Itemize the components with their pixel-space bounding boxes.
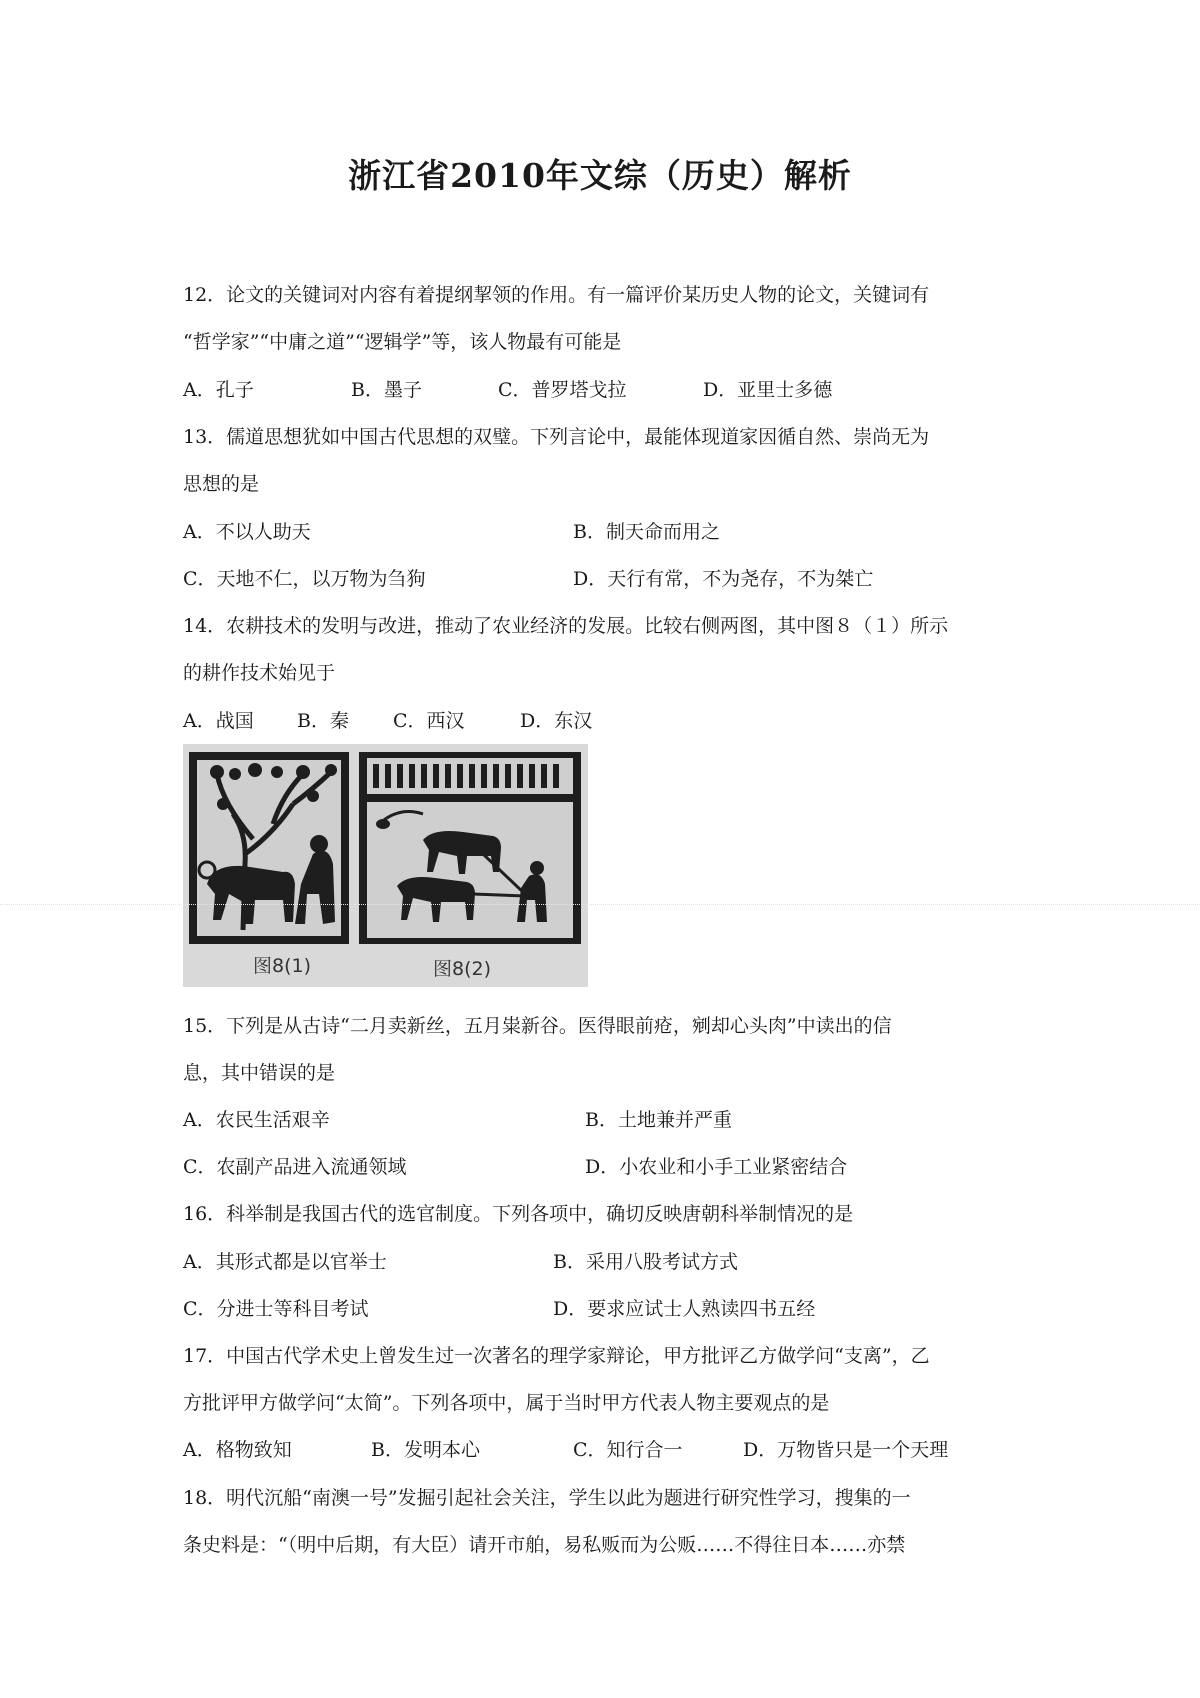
q12-stem-line-2: “哲学家”“中庸之道”“逻辑学”等，该人物最有可能是 <box>183 331 622 353</box>
q15-stem-line-1: 15．下列是从古诗“二月卖新丝，五月粜新谷。医得眼前疮，剜却心头肉”中读出的信 <box>183 1015 892 1037</box>
q12-option-a: A．孔子 <box>183 379 254 401</box>
q15-option-c: C．农副产品进入流通领域 <box>183 1156 407 1178</box>
q14-option-a: A．战国 <box>183 710 254 732</box>
page-fold-line <box>0 904 1200 905</box>
q12-option-b: B．墨子 <box>351 379 422 401</box>
q16-stem-line-1: 16．科举制是我国古代的选官制度。下列各项中，确切反映唐朝科举制情况的是 <box>183 1203 854 1225</box>
q14-option-d: D．东汉 <box>520 710 593 732</box>
q15-stem-line-2: 息，其中错误的是 <box>183 1062 336 1084</box>
q18-stem-line-1: 18．明代沉船“南澳一号”发掘引起社会关注，学生以此为题进行研究性学习，搜集的一 <box>183 1487 911 1509</box>
q18-stem-line-2: 条史料是：“（明中后期，有大臣）请开市舶，易私贩而为公贩……不得往日本……亦禁 <box>183 1534 906 1556</box>
q13-stem-line-1: 13．儒道思想犹如中国古代思想的双璧。下列言论中，最能体现道家因循自然、崇尚无为 <box>183 426 930 448</box>
page-title: 浙江省2010年文综（历史）解析 <box>348 156 852 195</box>
q13-option-a: A．不以人助天 <box>183 521 311 543</box>
q14-stem-line-2: 的耕作技术始见于 <box>183 662 336 684</box>
q12-stem-line-1: 12．论文的关键词对内容有着提纲挈领的作用。有一篇评价某历史人物的论文，关键词有 <box>183 284 930 306</box>
q17-option-c: C．知行合一 <box>573 1439 683 1461</box>
q12-option-d: D．亚里士多德 <box>703 379 833 401</box>
q16-option-c: C．分进士等科目考试 <box>183 1298 369 1320</box>
figure-8-2-caption: 图8(2) <box>433 958 492 980</box>
figure-8-ox-plowing-reliefs <box>183 744 588 987</box>
q12-option-c: C．普罗塔戈拉 <box>498 379 627 401</box>
q14-option-b: B．秦 <box>297 710 349 732</box>
q16-option-d: D．要求应试士人熟读四书五经 <box>553 1298 816 1320</box>
figure-8-1-caption: 图8(1) <box>253 955 312 977</box>
q17-stem-line-1: 17．中国古代学术史上曾发生过一次著名的理学家辩论，甲方批评乙方做学问“支离”，乙 <box>183 1345 930 1367</box>
q15-option-b: B．土地兼并严重 <box>585 1109 732 1131</box>
q17-stem-line-2: 方批评甲方做学问“太简”。下列各项中，属于当时甲方代表人物主要观点的是 <box>183 1392 830 1414</box>
q17-option-b: B．发明本心 <box>371 1439 480 1461</box>
q13-option-b: B．制天命而用之 <box>573 521 720 543</box>
q13-stem-line-2: 思想的是 <box>183 473 260 495</box>
q17-option-d: D．万物皆只是一个天理 <box>743 1439 949 1461</box>
q17-option-a: A．格物致知 <box>183 1439 292 1461</box>
figure-8-1-panel <box>189 752 349 944</box>
figure-8-2-panel <box>359 752 581 944</box>
figure-8-image <box>183 744 588 987</box>
q15-option-d: D．小农业和小手工业紧密结合 <box>585 1156 848 1178</box>
q16-option-a: A．其形式都是以官举士 <box>183 1251 387 1273</box>
q16-option-b: B．采用八股考试方式 <box>553 1251 738 1273</box>
q14-option-c: C．西汉 <box>393 710 465 732</box>
q13-option-c: C．天地不仁，以万物为刍狗 <box>183 568 426 590</box>
q13-option-d: D．天行有常，不为尧存，不为桀亡 <box>573 568 874 590</box>
q15-option-a: A．农民生活艰辛 <box>183 1109 330 1131</box>
q14-stem-line-1: 14．农耕技术的发明与改进，推动了农业经济的发展。比较右侧两图，其中图８（１）所示 <box>183 615 949 637</box>
